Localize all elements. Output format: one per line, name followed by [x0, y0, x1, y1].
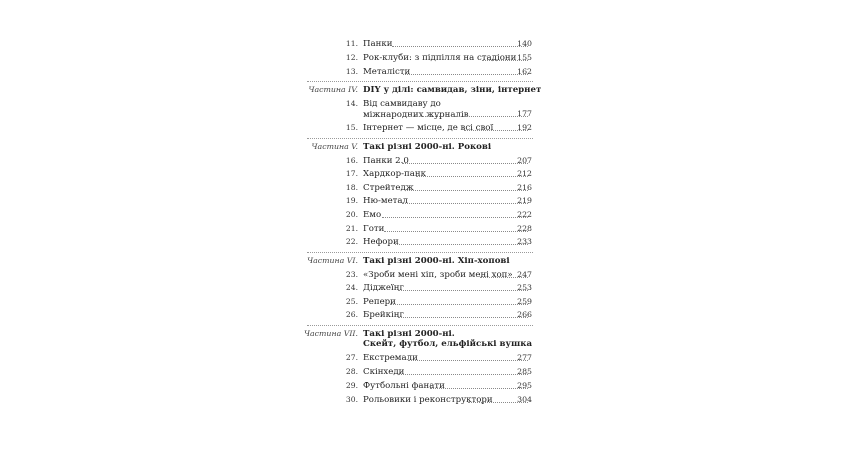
chapter-number: 29. [345, 381, 358, 390]
chapter-number: 30. [345, 395, 358, 404]
page-number: 177 [517, 109, 532, 118]
chapter-title: Скінхеди [363, 367, 405, 377]
chapter-number: 22. [345, 237, 358, 246]
page-number: 247 [517, 270, 532, 279]
section-divider [307, 138, 533, 139]
page-number: 140 [517, 39, 532, 48]
page-number: 304 [517, 395, 532, 404]
chapter-title: Репери [363, 297, 396, 307]
chapter-title: Панки 2.0 [363, 156, 409, 166]
page-number: 295 [517, 381, 532, 390]
page-number: 253 [517, 283, 532, 292]
chapter-title: Брейкінг [363, 310, 404, 320]
chapter-number: 21. [345, 224, 358, 233]
part-title: DIY у ділі: самвидав, зіни, інтернет [363, 85, 542, 95]
part-title: Такі різні 2000-ні. [363, 329, 455, 339]
page-number: 277 [517, 353, 532, 362]
chapter-number: 11. [345, 39, 358, 48]
chapter-number: 24. [345, 283, 358, 292]
part-subtitle: Скейт, футбол, ельфійські вушка [363, 339, 533, 349]
page-number: 162 [517, 67, 532, 76]
chapter-title: Панки [363, 39, 393, 49]
part-label: Частина IV. [308, 85, 358, 94]
section-divider [307, 252, 533, 253]
chapter-title: Футбольні фанати [363, 381, 445, 391]
chapter-number: 14. [345, 99, 358, 108]
chapter-number: 25. [345, 297, 358, 306]
chapter-title: «Зроби мені хіп, зроби мені хоп» [363, 270, 513, 280]
page-number: 155 [517, 53, 532, 62]
page-number: 259 [517, 297, 532, 306]
chapter-number: 15. [345, 123, 358, 132]
page-number: 233 [517, 237, 532, 246]
part-title: Такі різні 2000-ні. Рокові [363, 142, 492, 152]
page-number: 222 [517, 210, 532, 219]
chapter-number: 28. [345, 367, 358, 376]
page-number: 285 [517, 367, 532, 376]
page-number: 266 [517, 310, 532, 319]
chapter-title: Рок-клуби: з підпілля на стадіони [363, 53, 517, 63]
chapter-title: Хардкор-панк [363, 169, 426, 179]
page-number: 207 [517, 156, 532, 165]
page-number: 212 [517, 169, 532, 178]
chapter-title: Інтернет — місце, де всі свої [363, 123, 494, 133]
chapter-title: Емо [363, 210, 382, 220]
chapter-title: Рольовики і реконструктори [363, 395, 493, 405]
part-title: Такі різні 2000-ні. Хіп-хопові [363, 256, 510, 266]
chapter-number: 20. [345, 210, 358, 219]
part-label: Частина VII. [304, 329, 358, 338]
chapter-number: 27. [345, 353, 358, 362]
section-divider [307, 81, 533, 82]
chapter-title: Готи [363, 224, 385, 234]
chapter-title: Стрейтедж [363, 183, 414, 193]
chapter-number: 19. [345, 196, 358, 205]
page-number: 219 [517, 196, 532, 205]
chapter-number: 12. [345, 53, 358, 62]
part-label: Частина V. [311, 142, 358, 151]
chapter-number: 16. [345, 156, 358, 165]
page-number: 192 [517, 123, 532, 132]
chapter-title: Екстремали [363, 353, 418, 363]
chapter-number: 23. [345, 270, 358, 279]
chapter-title: Діджеїнг [363, 283, 404, 293]
page-number: 228 [517, 224, 532, 233]
section-divider [307, 325, 533, 326]
chapter-number: 18. [345, 183, 358, 192]
chapter-title: Нефори [363, 237, 399, 247]
part-label: Частина VI. [307, 256, 358, 265]
chapter-number: 26. [345, 310, 358, 319]
chapter-number: 13. [345, 67, 358, 76]
chapter-number: 17. [345, 169, 358, 178]
chapter-title: Ню-метал [363, 196, 408, 206]
chapter-title: Металісти [363, 67, 411, 77]
page-number: 216 [517, 183, 532, 192]
chapter-title: Від самвидаву до міжнародних журналів [363, 99, 469, 120]
